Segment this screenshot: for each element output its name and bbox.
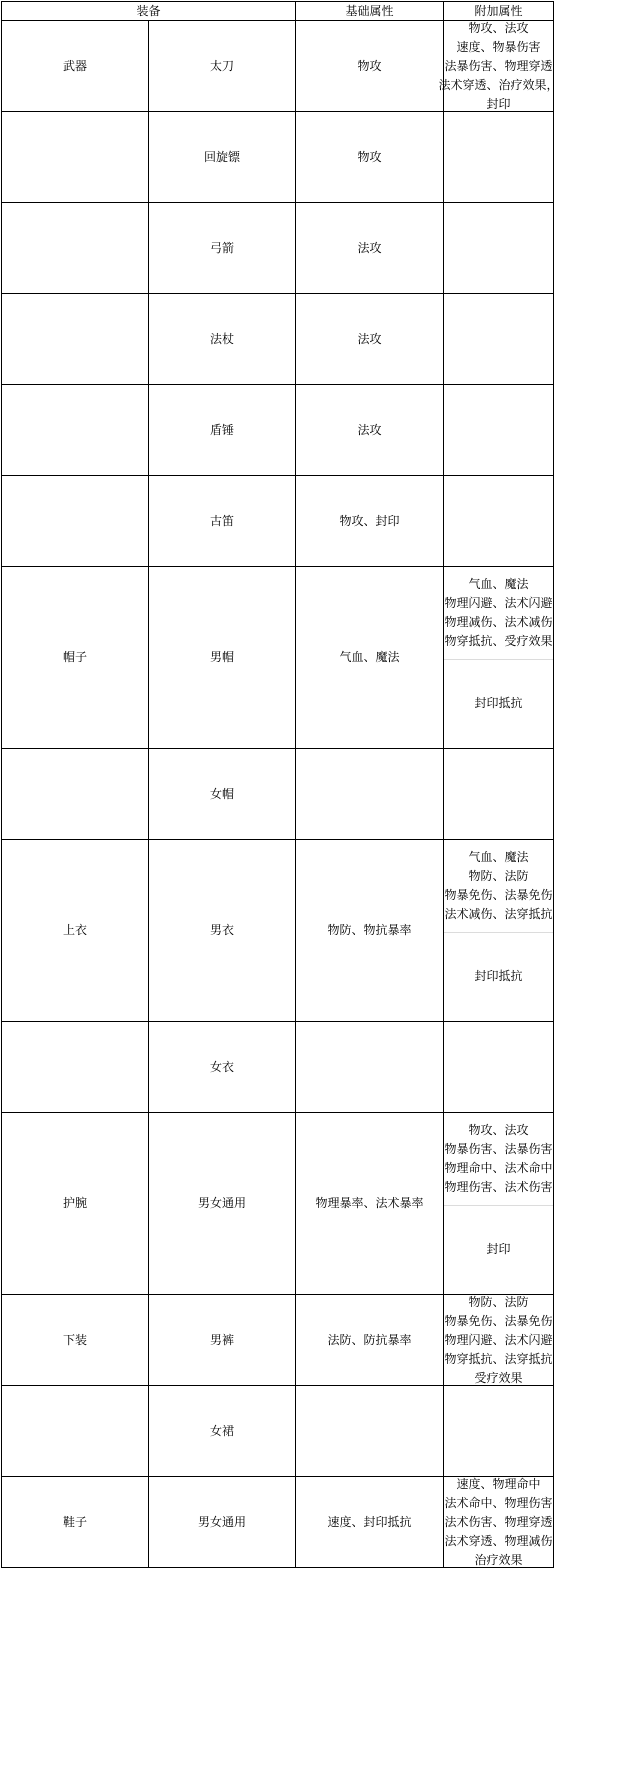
base-attribute-cell: 法攻 [295,293,444,385]
extra-attribute-cell [438,20,559,112]
item-cell: 女衣 [148,1021,296,1113]
base-attribute-cell: 气血、魔法 [295,566,444,749]
extra-attribute-list [444,840,553,932]
slot-cell [1,1021,149,1113]
extra-attribute-line: 速度、物暴伤害 [456,39,541,54]
header-equipment: 装备 [1,1,296,21]
slot-cell [1,111,149,203]
item-cell: 回旋镖 [148,111,296,203]
extra-attribute-line: 物穿抵抗、法穿抵抗 [444,1351,553,1366]
base-attribute-cell: 法防、防抗暴率 [295,1294,444,1386]
slot-cell [1,748,149,840]
extra-attribute-cell [443,1476,554,1568]
extra-attribute-cell [443,1294,554,1386]
extra-attribute-line: 物理减伤、法术减伤 [444,615,553,629]
extra-attribute-line: 物暴伤害、法暴伤害 [444,1142,553,1156]
equipment-table [1,1,631,1786]
item-cell: 法杖 [148,293,296,385]
extra-attribute-line: 物穿抵抗、受疗效果 [444,634,553,648]
extra-attribute-line: 治疗效果 [474,1552,523,1567]
extra-attribute-cell [443,384,554,476]
extra-attribute-line: 气血、魔法 [468,850,529,864]
extra-attribute-line: 物防、法防 [468,869,529,883]
extra-attribute-line: 法术减伤、法穿抵抗 [444,907,553,921]
extra-attribute-line: 法术穿透、物理减伤 [444,1533,553,1548]
extra-attribute-line: 速度、物理命中 [456,1476,541,1491]
base-attribute-cell: 物攻、封印 [295,475,444,567]
extra-attribute-cell [443,566,554,749]
extra-attribute-cell [443,748,554,840]
header-extra-attributes: 附加属性 [443,1,554,21]
item-cell: 男女通用 [148,1476,296,1568]
base-attribute-cell: 法攻 [295,384,444,476]
base-attribute-cell: 速度、封印抵抗 [295,1476,444,1568]
item-cell: 弓箭 [148,202,296,294]
extra-attribute-line: 物防、法防 [468,1294,529,1309]
extra-attribute-cell [443,839,554,1022]
extra-attribute-line: 气血、魔法 [468,577,529,591]
item-cell: 男衣 [148,839,296,1022]
base-attribute-cell [295,1021,444,1113]
extra-attribute-line: 物理伤害、法术伤害 [444,1180,553,1194]
slot-cell [1,202,149,294]
base-attribute-cell: 物攻 [295,111,444,203]
item-cell: 男裤 [148,1294,296,1386]
extra-attribute-line: 受疗效果 [474,1370,523,1385]
item-cell: 女裙 [148,1385,296,1477]
extra-attribute-cell [443,1112,554,1295]
slot-cell: 上衣 [1,839,149,1022]
extra-attribute-cell [443,202,554,294]
extra-attribute-line: 封印 [486,96,511,111]
extra-attribute-special: 封印抵抗 [474,696,523,710]
extra-attribute-cell [443,293,554,385]
extra-attribute-line: 物攻、法攻 [468,1123,529,1137]
item-cell: 古笛 [148,475,296,567]
header-base-attributes: 基础属性 [295,1,444,21]
extra-attribute-special: 封印 [486,1242,511,1256]
extra-attribute-special: 封印抵抗 [474,969,523,983]
base-attribute-cell [295,748,444,840]
item-cell: 男女通用 [148,1112,296,1295]
extra-attribute-line: 物攻、法攻 [468,20,529,35]
extra-attribute-list [444,567,553,659]
slot-cell [1,475,149,567]
base-attribute-cell: 物理暴率、法术暴率 [295,1112,444,1295]
slot-cell: 帽子 [1,566,149,749]
extra-attribute-cell [443,1021,554,1113]
slot-cell: 鞋子 [1,1476,149,1568]
slot-cell: 武器 [1,20,149,112]
item-cell: 女帽 [148,748,296,840]
extra-attribute-line: 物暴免伤、法暴免伤 [444,1313,553,1328]
item-cell: 太刀 [148,20,296,112]
slot-cell [1,293,149,385]
extra-attribute-list [444,1113,553,1205]
base-attribute-cell: 物防、物抗暴率 [295,839,444,1022]
slot-cell: 下装 [1,1294,149,1386]
extra-attribute-line: 物理闪避、法术闪避 [444,596,553,610]
extra-attribute-line: 法术穿透、治疗效果， [438,77,559,92]
extra-attribute-cell [443,475,554,567]
extra-attribute-cell [443,111,554,203]
extra-attribute-cell [443,1385,554,1477]
base-attribute-cell: 物攻 [295,20,444,112]
slot-cell: 护腕 [1,1112,149,1295]
base-attribute-cell: 法攻 [295,202,444,294]
slot-cell [1,384,149,476]
base-attribute-cell [295,1385,444,1477]
extra-attribute-line: 法术命中、物理伤害 [444,1495,553,1510]
item-cell: 盾锤 [148,384,296,476]
item-cell: 男帽 [148,566,296,749]
extra-attribute-line: 物理闪避、法术闪避 [444,1332,553,1347]
extra-attribute-line: 物暴免伤、法暴免伤 [444,888,553,902]
extra-attribute-line: 物理命中、法术命中 [444,1161,553,1175]
slot-cell [1,1385,149,1477]
extra-attribute-line: 法术伤害、物理穿透 [444,1514,553,1529]
extra-attribute-line: 法暴伤害、物理穿透 [444,58,553,73]
